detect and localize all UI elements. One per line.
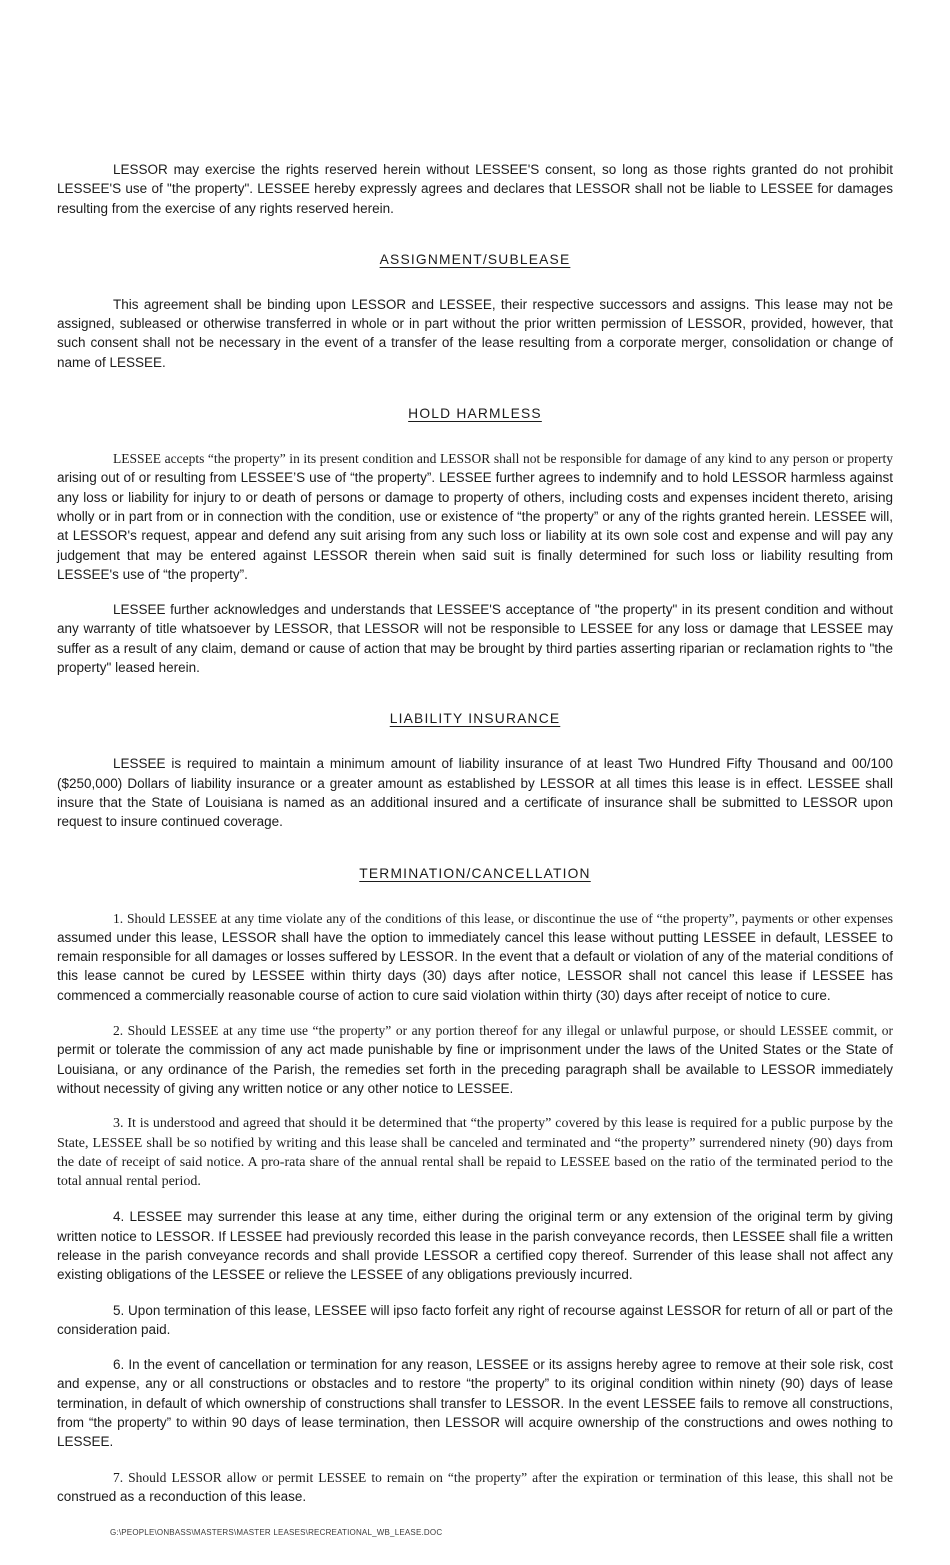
section-heading-termination-cancellation <box>57 866 893 881</box>
paragraph-termination-6: 6. In the event of cancellation or termination for any reason, LESSEE or its assigns hereby agree to remove at their sole risk, cost and expense, any or all constructions or obstacles and to restore “the property” to its original condition within ninety (90) days of lease termination, in default of which ownership of constructions shall transfer to LESSOR. In the event LESSEE fails to remove all constructions, from “the property” to within 90 days of lease termination, then LESSOR will acquire ownership of the constructions and owes nothing to LESSEE. <box>57 1357 893 1450</box>
section-heading-assignment-sublease <box>57 252 893 267</box>
paragraph-termination-1: 1. Should LESSEE at any time violate any of the conditions of this lease, or discontinue the use of “the property”, payments or other expenses assumed under this lease, LESSOR shall have the option to immediately cancel this lease without putting LESSEE in default, LESSEE to remain responsible for all damages or losses suffered by LESSOR. In the event that a default or violation of any of the material conditions of this lease cannot be cured by LESSEE within thirty days (30) days after notice, LESSOR shall not cancel this lease if LESSEE has commenced a commercially reasonable course of action to cure said violation within thirty (30) days after receipt of notice to cure. <box>57 910 893 1003</box>
paragraph-termination-4: 4. LESSEE may surrender this lease at any time, either during the original term or any extension of the original term by giving written notice to LESSOR. If LESSEE had previously recorded this lease in the parish conveyance records, then LESSEE shall file a written release in the parish conveyance records and shall provide LESSOR a certified copy thereof. Surrender of this lease shall not affect any existing obligations of the LESSEE or relieve the LESSEE of any obligations previously incurred. <box>57 1209 893 1283</box>
section-heading-text: TERMINATION/CANCELLATION <box>359 865 591 881</box>
section-heading-hold-harmless <box>57 406 893 421</box>
section-heading-text: HOLD HARMLESS <box>408 406 542 422</box>
section-heading-text: LIABILITY INSURANCE <box>389 711 561 727</box>
paragraph-hold-harmless-2: LESSEE further acknowledges and understands that LESSEE'S acceptance of "the property" in its present condition and without any warranty of title whatsoever by LESSOR, that LESSOR will not be responsible to LESSEE for any loss or damage that LESSEE may suffer as a result of any claim, demand or cause of action that may be brought by third parties asserting riparian or reclamation rights to "the property" leased herein. <box>57 602 893 676</box>
paragraph-termination-2: 2. Should LESSEE at any time use “the property” or any portion thereof for any illegal or unlawful purpose, or should LESSEE commit, or permit or tolerate the commission of any act made punishable by fine or imprisonment under the laws of the United States or the State of Louisiana, or any ordinance of the Parish, the remedies set forth in the preceding paragraph shall be available to LESSOR immediately without necessity of giving any written notice or any other notice to LESSEE. <box>57 1023 893 1096</box>
paragraph-liability-insurance-1: LESSEE is required to maintain a minimum amount of liability insurance of at least Two Hundred Fifty Thousand and 00/100 ($250,000) Dollars of liability insurance or a greater amount as established by LESSOR at all times this lease is in effect. LESSEE shall insure that the State of Louisiana is named as an additional insured and a certificate of insurance shall be submitted to LESSOR upon request to insure continued coverage. <box>57 756 893 830</box>
paragraph-rights-reserved: LESSOR may exercise the rights reserved herein without LESSEE'S consent, so long as those rights granted do not prohibit LESSEE'S use of "the property". LESSEE hereby expressly agrees and declares that LESSOR shall not be liable to LESSEE for damages resulting from the exercise of any rights reserved herein. <box>57 162 893 216</box>
section-heading-liability-insurance <box>57 711 893 726</box>
paragraph-termination-3: 3. It is understood and agreed that should it be determined that “the property” covered by this lease is required for a public purpose by the State, LESSEE shall be so notified by writing and this lease shall be canceled and terminated and “the property” surrendered ninety (90) days from the date of receipt of said notice. A pro-rata share of the annual rental shall be repaid to LESSEE based on the ratio of the terminated period to the total annual rental period. <box>57 1116 893 1190</box>
paragraph-termination-5: 5. Upon termination of this lease, LESSEE will ipso facto forfeit any right of recourse against LESSOR for return of all or part of the consideration paid. <box>57 1302 893 1337</box>
paragraph-assignment-sublease-1: This agreement shall be binding upon LESSOR and LESSEE, their respective successors and assigns. This lease may not be assigned, subleased or otherwise transferred in whole or in part without the prior written permission of LESSOR, provided, however, that such consent shall not be necessary in the event of a transfer of the lease resulting from a corporate merger, consolidation or change of name of LESSEE. <box>57 296 893 370</box>
paragraph-termination-7: 7. Should LESSOR allow or permit LESSEE to remain on “the property” after the expiration or termination of this lease, this shall not be construed as a reconduction of this lease. <box>57 1469 893 1504</box>
footer-file-path: G:\PEOPLE\ONBASS\MASTERS\MASTER LEASES\RECREATIONAL_WB_LEASE.DOC <box>110 1528 443 1537</box>
section-heading-text: ASSIGNMENT/SUBLEASE <box>379 251 571 267</box>
paragraph-hold-harmless-1: LESSEE accepts “the property” in its present condition and LESSOR shall not be responsible for damage of any kind to any person or property arising out of or resulting from LESSEE’S use of “the property”. LESSEE further agrees to indemnify and to hold LESSOR harmless against any loss or liability for injury to or death of persons or damage to property of others, including costs and expenses incident thereto, arising wholly or in part from or in connection with the condition, use or existence of “the property” or any of the rights granted herein. LESSEE will, at LESSOR's request, appear and defend any suit arising from any such loss or liability at its own sole cost and expense and will pay any judgement that may be entered against LESSOR therein when said suit is finally determined for such loss or liability resulting from LESSEE's use of “the property”. <box>57 451 893 582</box>
